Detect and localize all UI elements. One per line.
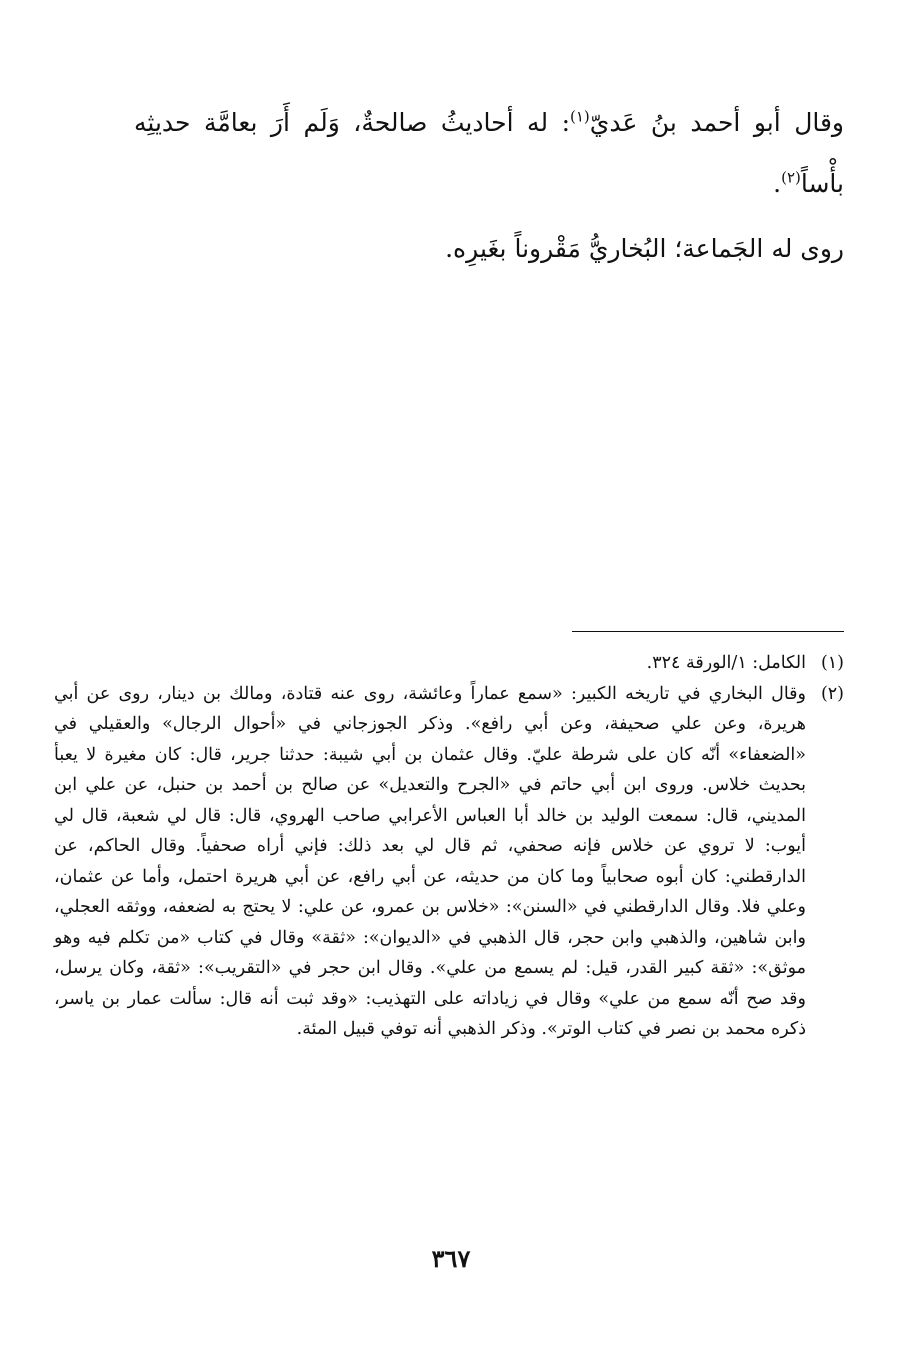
footnotes — [54, 648, 844, 1045]
main-paragraph-text: : له أحاديثُ صالحةٌ، وَلَم أَرَ بعامَّة حديثِه بأْساً — [134, 108, 844, 198]
main-paragraph-text: وقال أبو أحمد بنُ عَديّ — [589, 108, 845, 137]
main-paragraph: روى له الجَماعة؛ البُخاريُّ مَقْروناً بغَيرِه. — [445, 234, 844, 263]
footnote-reference: (١) — [570, 107, 590, 126]
footnote — [54, 648, 844, 679]
footnote-reference: (٢) — [781, 168, 801, 187]
footnote-text: الكامل: ١/الورقة ٣٢٤. — [646, 653, 806, 673]
main-paragraph — [134, 92, 844, 214]
footnote-number: (٢) — [820, 683, 844, 704]
footnote — [54, 679, 844, 1045]
footnote-separator — [572, 631, 844, 632]
main-paragraph-text: . — [773, 169, 782, 198]
footnote-text: وقال البخاري في تاريخه الكبير: «سمع عماراً وعائشة، روى عنه قتادة، ومالك بن دينار، روى عن أبي هريرة، وعن علي صحيفة، وعن أبي رافع». وذكر الجوزجاني في «أحوال الرجال» والعقيلي في «الضعفاء» أنّه كان على شرطة عليّ. وقال عثمان بن أبي شيبة: حدثنا جرير، قال: كان مغيرة لا يعبأ بحديث خلاس. وروى ابن أبي حاتم في «الجرح والتعديل» عن صالح بن أحمد بن حنبل، عن علي ابن المديني، قال: سمعت الوليد بن خالد أبا العباس الأعرابي صاحب الهروي، قال: قال لي شعبة، قال لي أيوب: لا تروي عن خلاس فإنه صحفي، ثم قال لي بعد ذلك: فإني أراه صحفياً. وقال الحاكم، عن الدارقطني: كان أبوه صحابياً وما كان من حديثه، عن أبي رافع، عن أبي هريرة احتمل، وأما عن عثمان، وعلي فلا. وقال الدارقطني في «السنن»: «خلاس بن عمرو، عن علي: لا يحتج به لضعفه، ووثقه العجلي، وابن شاهين، والذهبي وابن حجر، قال الذهبي في «الديوان»: «ثقة» وقال في كتاب «من تكلم فيه وهو موثق»: «ثقة كبير القدر، قيل: لم يسمع من علي». وقال ابن حجر في «التقريب»: «ثقة، وكان يرسل، وقد صح أنّه سمع من علي» وقال في زياداته على التهذيب: «وقد ثبت أنه قال: سألت عمار بن ياسر، ذكره محمد بن نصر في كتاب الوتر». وذكر الذهبي أنه توفي قبيل المئة. — [54, 683, 806, 1039]
footnote-number: (١) — [820, 653, 844, 673]
page-number: ٣٦٧ — [431, 1244, 471, 1273]
main-text — [134, 92, 844, 279]
